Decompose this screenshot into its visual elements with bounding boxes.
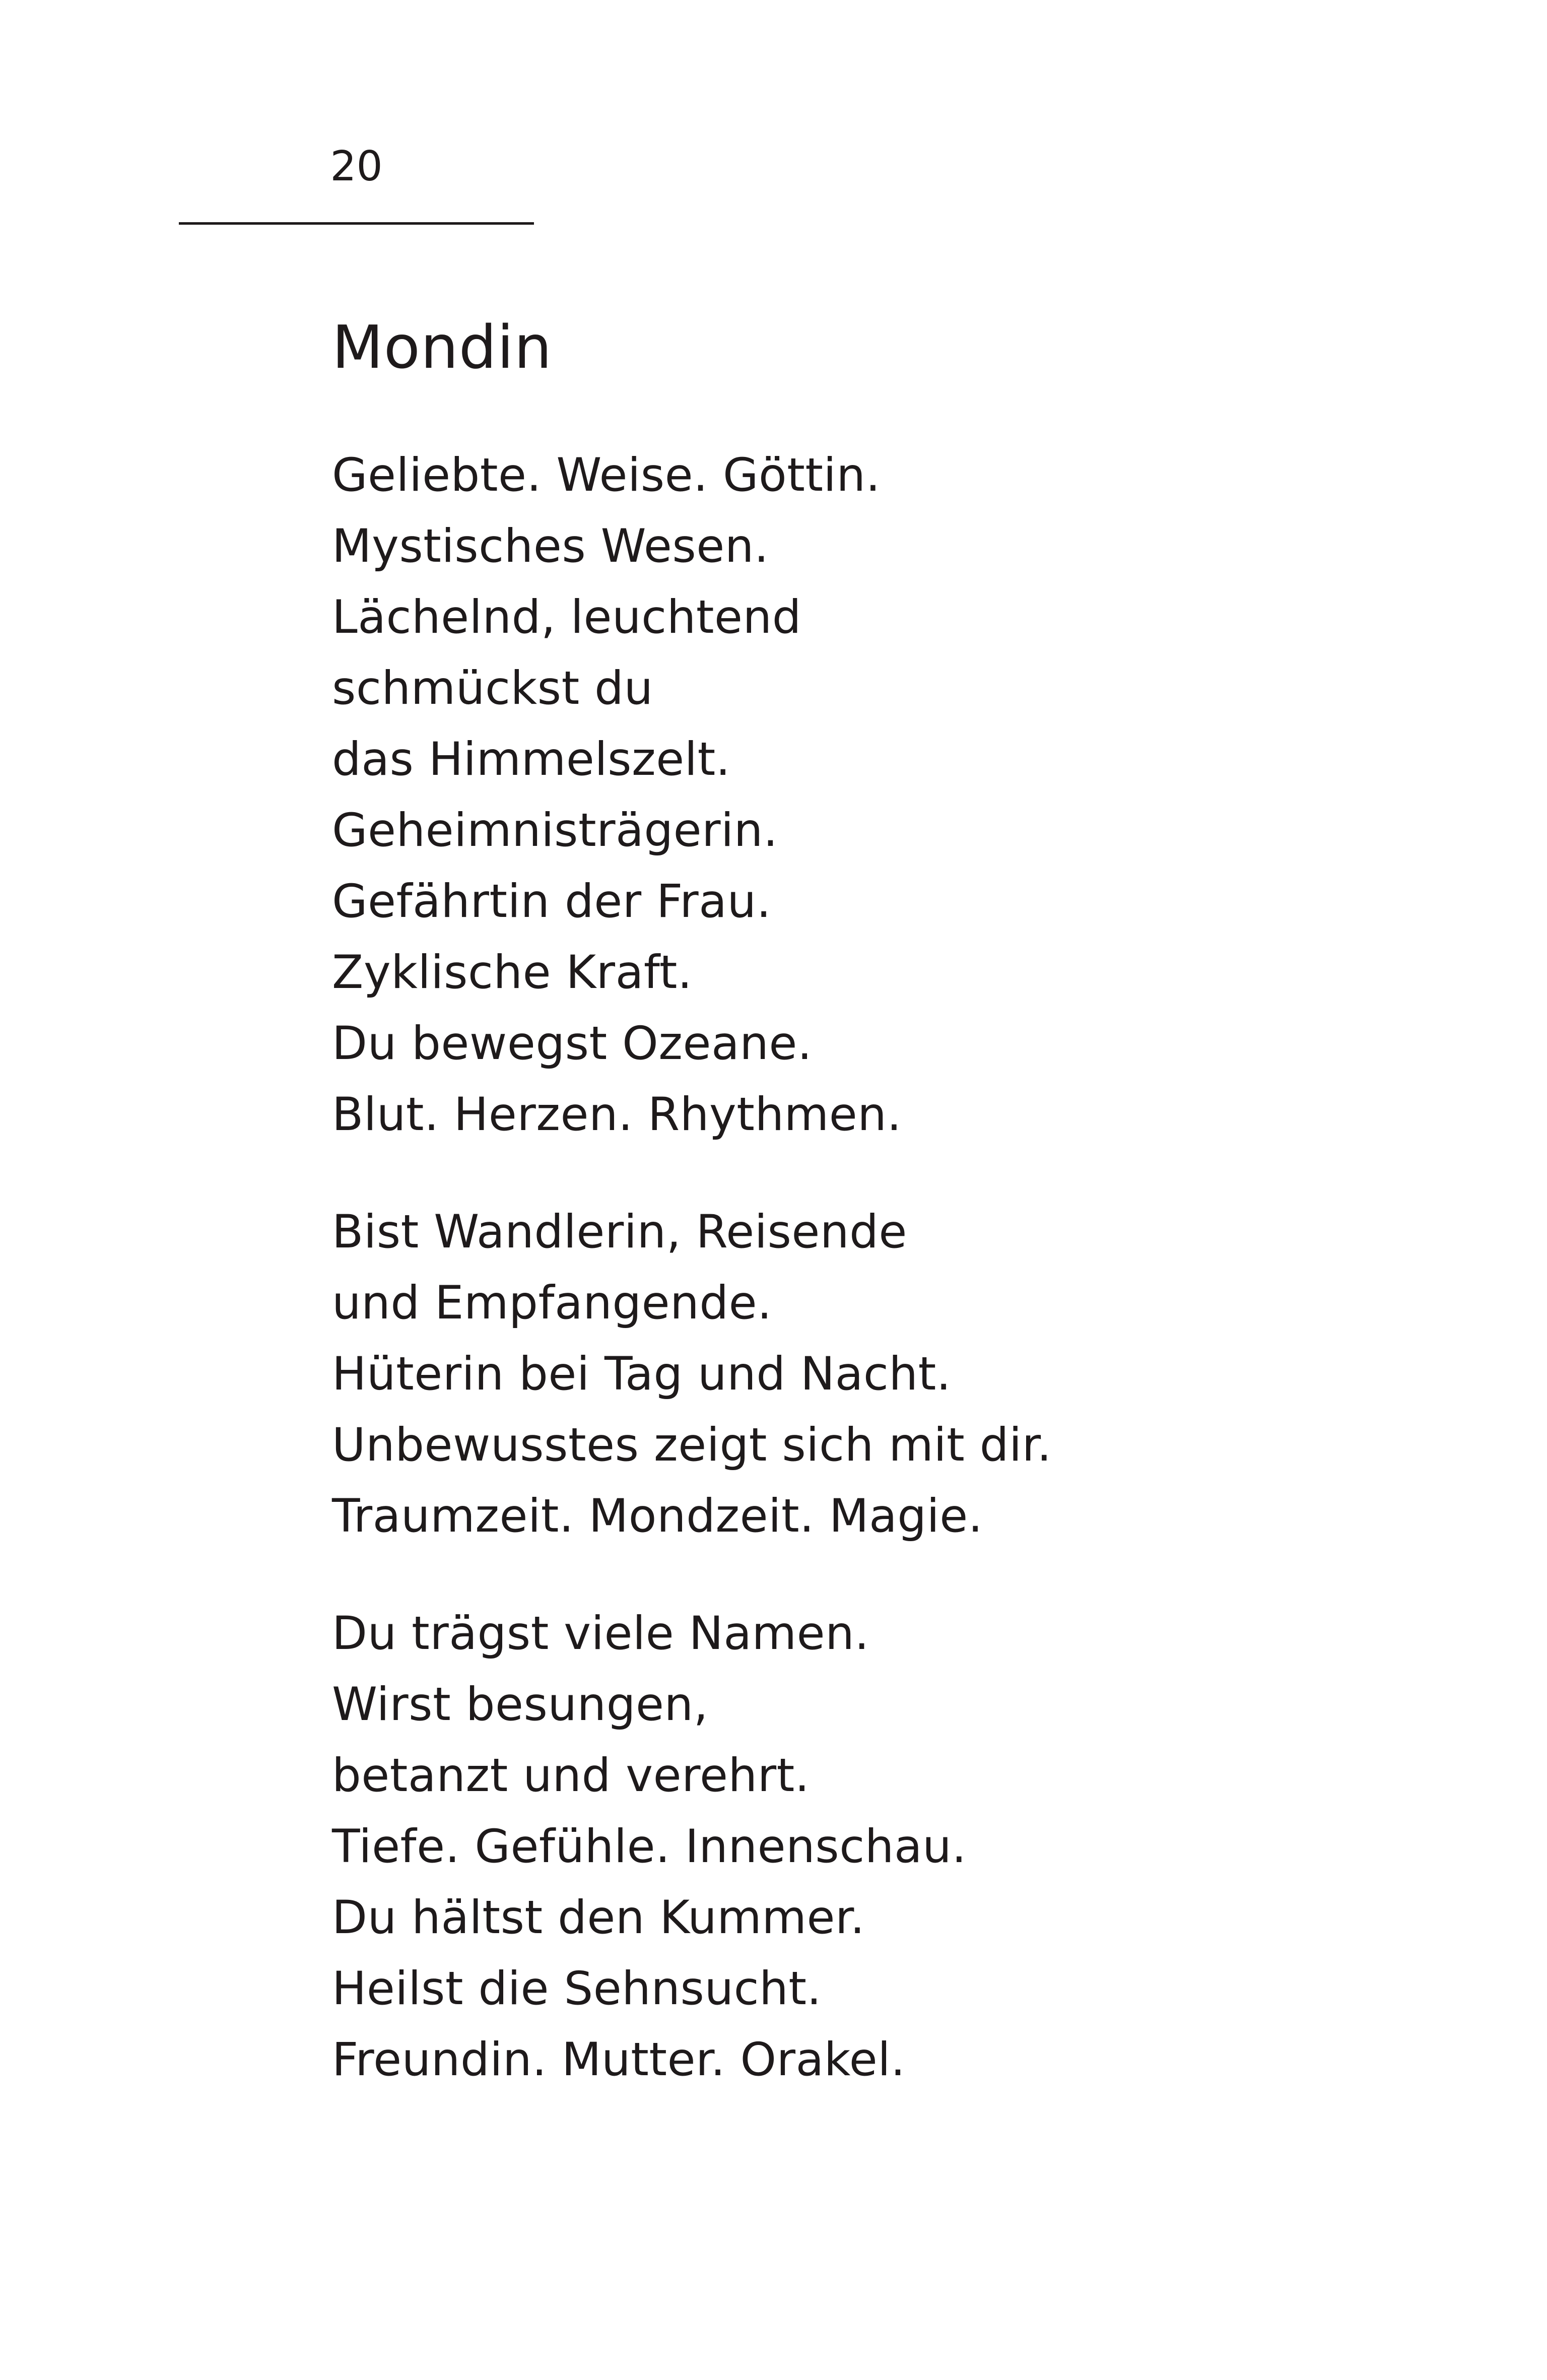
poem-title: Mondin bbox=[332, 312, 553, 382]
stanza-1 bbox=[332, 440, 1440, 1150]
poem-line: Geliebte. Weise. Göttin. bbox=[332, 449, 881, 502]
poem bbox=[332, 312, 1440, 2095]
poem-line: und Empfangende. bbox=[332, 1277, 772, 1330]
stanza-2 bbox=[332, 1197, 1440, 1552]
poem-line: Tiefe. Gefühle. Innenschau. bbox=[332, 1820, 967, 1873]
poem-line: Blut. Herzen. Rhythmen. bbox=[332, 1088, 902, 1141]
poem-line: Zyklische Kraft. bbox=[332, 946, 693, 999]
poem-line: Bist Wandlerin, Reisende bbox=[332, 1206, 907, 1259]
poem-line: Mystisches Wesen. bbox=[332, 520, 769, 573]
poem-line: Du hältst den Kummer. bbox=[332, 1891, 865, 1944]
poem-line: schmückst du bbox=[332, 662, 653, 715]
poem-line: Hüterin bei Tag und Nacht. bbox=[332, 1348, 952, 1401]
poem-line: das Himmelszelt. bbox=[332, 733, 731, 786]
poem-line: Unbewusstes zeigt sich mit dir. bbox=[332, 1419, 1052, 1472]
poem-line: Gefährtin der Frau. bbox=[332, 875, 772, 928]
poem-line: Freundin. Mutter. Orakel. bbox=[332, 2033, 906, 2086]
poem-line: betanzt und verehrt. bbox=[332, 1749, 810, 1802]
header-rule bbox=[179, 222, 534, 225]
poem-line: Geheimnisträgerin. bbox=[332, 804, 778, 857]
poem-line: Du bewegst Ozeane. bbox=[332, 1017, 813, 1070]
page-number: 20 bbox=[330, 143, 383, 190]
stanza-3 bbox=[332, 1598, 1440, 2095]
poem-line: Du trägst viele Namen. bbox=[332, 1607, 869, 1660]
poem-line: Wirst besungen, bbox=[332, 1678, 709, 1731]
poem-line: Traumzeit. Mondzeit. Magie. bbox=[332, 1490, 983, 1543]
poem-line: Heilst die Sehnsucht. bbox=[332, 1962, 822, 2015]
poem-line: Lächelnd, leuchtend bbox=[332, 591, 801, 644]
